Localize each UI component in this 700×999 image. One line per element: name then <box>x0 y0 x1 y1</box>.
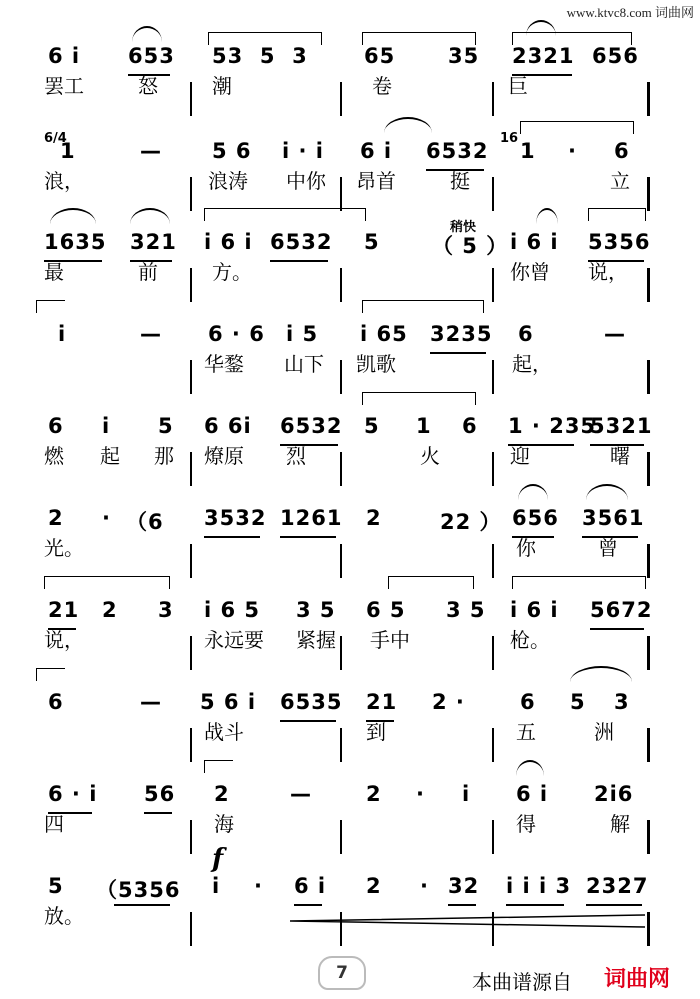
note: 22 ） <box>440 510 502 534</box>
staff-system-2 <box>0 95 700 193</box>
note: i · i <box>282 139 324 163</box>
note: 21 <box>48 598 80 622</box>
note: 5 6 i <box>200 690 257 714</box>
note: 1261 <box>280 506 343 530</box>
note: 6 5 <box>366 598 406 622</box>
lyric: 山下 <box>284 352 324 376</box>
lyric: 潮 <box>212 74 232 98</box>
lyric: 解 <box>610 812 630 836</box>
note: 5 <box>48 874 64 898</box>
note: 321 <box>130 230 177 254</box>
lyric: 最 <box>44 260 64 284</box>
note: 5 <box>158 414 174 438</box>
note: 6532 <box>280 414 343 438</box>
note: 6 <box>614 139 630 163</box>
staff-system-8 <box>0 646 700 744</box>
note: 53 5 3 <box>212 44 308 68</box>
note: 6 · i <box>48 782 98 806</box>
lyric: 洲 <box>594 720 614 744</box>
lyric: 说， <box>44 628 84 652</box>
staff-system-4 <box>0 278 700 376</box>
note: 656 <box>592 44 639 68</box>
lyric: 五 <box>516 720 536 744</box>
note: i 6 i <box>510 598 559 622</box>
lyric: 放。 <box>44 904 84 928</box>
note: i <box>462 782 471 806</box>
note: 2 · <box>432 690 465 714</box>
note: 21 <box>366 690 398 714</box>
note: 5 <box>364 230 380 254</box>
note: 5356 <box>588 230 651 254</box>
note: 6 i <box>294 874 327 898</box>
lyric: 得 <box>516 812 536 836</box>
note: 1 <box>60 139 76 163</box>
note: 6 <box>48 690 64 714</box>
time-signature: 16 <box>500 131 519 146</box>
lyric: 光。 <box>44 536 84 560</box>
note: · <box>416 782 425 806</box>
lyric: 你曾 <box>510 260 550 284</box>
lyric: 曾 <box>598 536 618 560</box>
note: 2327 <box>586 874 649 898</box>
lyric: 中你 <box>286 169 326 193</box>
note: 653 <box>128 44 175 68</box>
note: 3235 <box>430 322 493 346</box>
note: — <box>604 322 626 346</box>
note: i i i 3 <box>506 874 572 898</box>
lyric: 巨 <box>508 74 528 98</box>
lyric: 立 <box>610 169 630 193</box>
lyric: 海 <box>214 812 234 836</box>
note: 2321 <box>512 44 575 68</box>
note: 5672 <box>590 598 653 622</box>
note: 5321 <box>590 414 653 438</box>
lyric: 罢工 <box>44 74 84 98</box>
note: 3 5 <box>296 598 336 622</box>
note: 6 <box>520 690 536 714</box>
lyric: 烈 <box>286 444 306 468</box>
note: 3 <box>614 690 630 714</box>
lyric: 紧握 <box>296 628 336 652</box>
lyric: 战斗 <box>204 720 244 744</box>
note: 1 <box>416 414 432 438</box>
note: 6 i <box>360 139 393 163</box>
note: 6 i <box>516 782 549 806</box>
lyric: 手中 <box>370 628 410 652</box>
lyric: 那 <box>154 444 174 468</box>
decrescendo-hairpin <box>290 914 645 928</box>
note: — <box>140 322 162 346</box>
staff-system-3 <box>0 186 700 284</box>
lyric: 燃 <box>44 444 64 468</box>
lyric: 方。 <box>212 260 252 284</box>
note: 2 <box>366 506 382 530</box>
staff-system-6 <box>0 462 700 560</box>
note: 656 <box>512 506 559 530</box>
time-signature: 6/4 <box>44 131 67 146</box>
note: i 6 i <box>204 230 253 254</box>
note: i <box>102 414 111 438</box>
lyric: 凯歌 <box>356 352 396 376</box>
note: 1 <box>520 139 536 163</box>
lyric: 四 <box>44 812 64 836</box>
lyric: 卷 <box>372 74 392 98</box>
source-brand-link[interactable]: 词曲网 <box>604 967 671 992</box>
lyric: 说， <box>588 260 628 284</box>
lyric: 燎原 <box>204 444 244 468</box>
note: — <box>140 139 162 163</box>
note: （5356 <box>96 878 181 902</box>
note: 6 i <box>48 44 81 68</box>
lyric: 挺 <box>450 169 470 193</box>
tempo-marking: 稍快 <box>450 220 477 235</box>
note: 2 <box>366 874 382 898</box>
note: 5 <box>570 690 586 714</box>
note: （ 5 ） <box>432 234 509 258</box>
note: 2 <box>48 506 64 530</box>
note: — <box>140 690 162 714</box>
note: 2 <box>214 782 230 806</box>
site-watermark: www.ktvc8.com 词曲网 <box>566 5 694 20</box>
note: 3 <box>158 598 174 622</box>
note: 35 <box>448 44 480 68</box>
note: i 5 <box>286 322 319 346</box>
lyric: 曙 <box>610 444 630 468</box>
note: 2 <box>102 598 118 622</box>
note: i 6 i <box>510 230 559 254</box>
lyric: 昂首 <box>356 169 396 193</box>
dynamic-marking: f <box>212 844 224 874</box>
lyric: 火 <box>420 444 440 468</box>
note: 6535 <box>280 690 343 714</box>
note: · <box>420 874 429 898</box>
note: 1 · 235 <box>508 414 597 438</box>
note: 6 · 6 <box>208 322 265 346</box>
note: i 6 5 <box>204 598 261 622</box>
staff-system-9 <box>0 738 700 836</box>
note: 56 <box>144 782 176 806</box>
page-number: 7 <box>318 956 366 990</box>
note: （6 <box>126 510 164 534</box>
lyric: 前 <box>138 260 158 284</box>
note: 5 <box>364 414 380 438</box>
lyric: 枪。 <box>510 628 550 652</box>
staff-system-1 <box>0 0 700 98</box>
staff-system-10 <box>0 830 700 928</box>
note: 3532 <box>204 506 267 530</box>
note: 3561 <box>582 506 645 530</box>
note: 6 <box>518 322 534 346</box>
lyric: 永远要 <box>204 628 264 652</box>
page-footer <box>0 940 700 999</box>
note: · <box>568 139 577 163</box>
note: 3 5 <box>446 598 486 622</box>
lyric: 华鍪 <box>204 352 244 376</box>
lyric: 到 <box>366 720 386 744</box>
lyric: 浪， <box>44 169 84 193</box>
lyric: 迎 <box>510 444 530 468</box>
note: 6532 <box>270 230 333 254</box>
note: · <box>102 506 111 530</box>
note: 6532 <box>426 139 489 163</box>
lyric: 起 <box>100 444 120 468</box>
note: 2i6 <box>594 782 634 806</box>
note: i 65 <box>360 322 408 346</box>
lyric: 怒 <box>138 74 158 98</box>
note: 1635 <box>44 230 107 254</box>
staff-system-5 <box>0 370 700 468</box>
note: 32 <box>448 874 480 898</box>
source-label: 本曲谱源自 <box>472 970 572 994</box>
note: 65 <box>364 44 396 68</box>
note: — <box>290 782 312 806</box>
note: i <box>212 874 221 898</box>
staff-system-7 <box>0 554 700 652</box>
note: 6 <box>48 414 64 438</box>
note: 6 <box>462 414 478 438</box>
note: 5 6 <box>212 139 252 163</box>
lyric: 你 <box>516 536 536 560</box>
note: i <box>58 322 67 346</box>
lyric: 起， <box>512 352 552 376</box>
note: 6 6i <box>204 414 252 438</box>
note: · <box>254 874 263 898</box>
lyric: 浪涛 <box>208 169 248 193</box>
note: 2 <box>366 782 382 806</box>
